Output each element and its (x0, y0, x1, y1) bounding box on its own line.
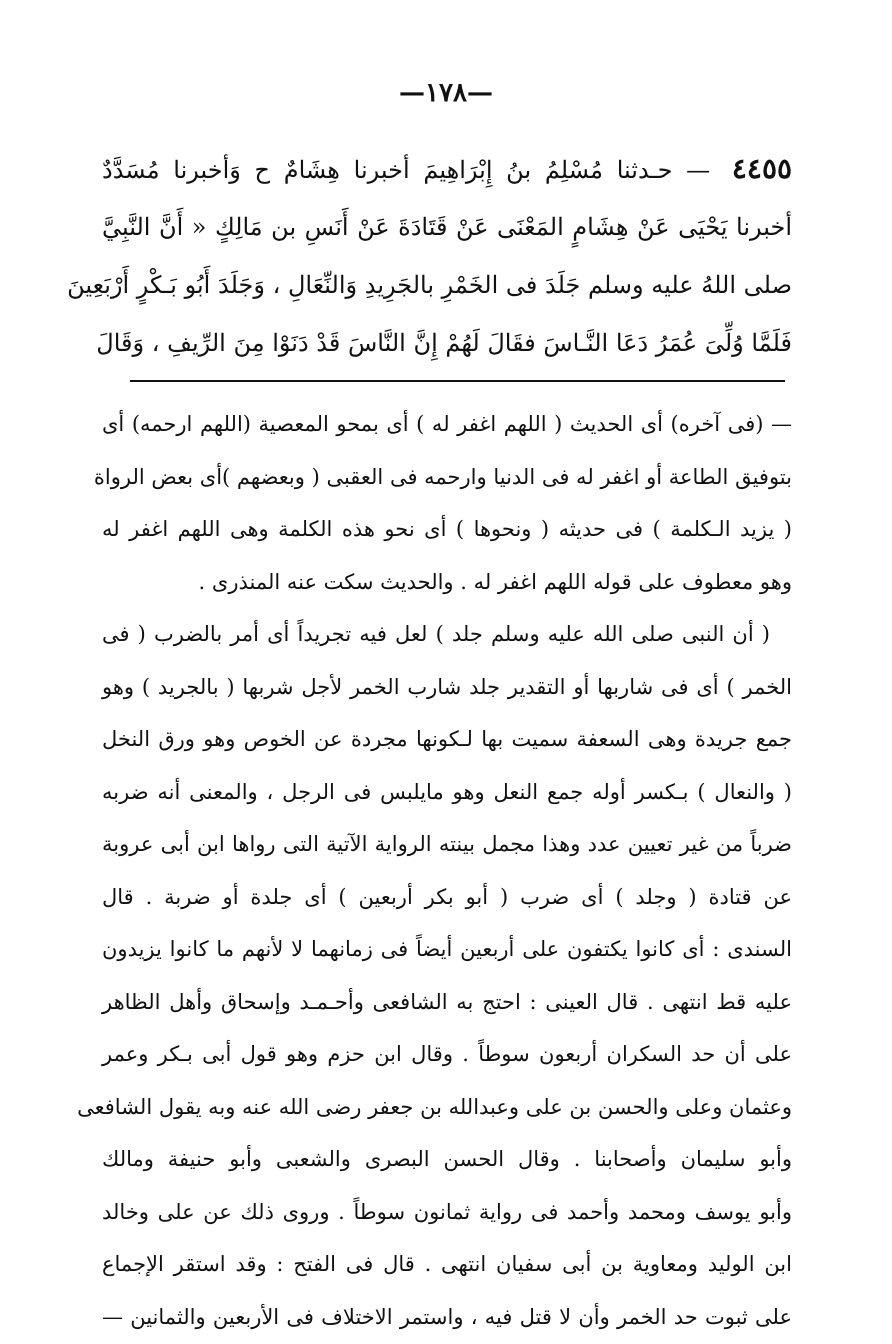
commentary-line: — (فى آخره) أى الحديث ( اللهم اغفر له ) أى بمحو المعصية (اللهم ارحمه) أى (102, 412, 792, 436)
commentary-line: وهو معطوف على قوله اللهم اغفر له . والحديث سكت عنه المنذرى . (198, 569, 792, 594)
page-number: —١٧٨— (399, 78, 493, 108)
hadith-line (102, 140, 792, 198)
hadith-line: صلى اللهُ عليه وسلم جَلَدَ فى الخَمْرِ بالجَرِيدِ وَالنِّعَالِ ، وَجَلَدَ أَبُو بَـكْرٍ أَرْبَعِينَ (67, 271, 792, 299)
commentary-line: وأبو سليمان وأصحابنا . وقال الحسن البصرى والشعبى وأبو حنيفة ومالك (102, 1147, 792, 1171)
hadith-line: فَلَمَّا وُلِّىَ عُمَرُ دَعَا النَّـاسَ فقَالَ لَهُمْ إِنَّ النَّاسَ قَدْ دَنَوْا مِنَ الرِّيفِ ، وَقَالَ (96, 329, 792, 357)
commentary-line: جمع جريدة وهى السعفة سميت بها لـكونها مجردة عن الخوص وهو ورق النخل (102, 727, 792, 751)
hadith-number: ٤٤٥٥ (731, 152, 793, 185)
hadith-text-block (67, 140, 793, 372)
commentary-line: عن قتادة ( وجلد ) أى ضرب ( أبو بكر أربعين ) أى جلدة أو ضربة . قال (102, 884, 792, 909)
section-divider (130, 380, 785, 382)
hadith-line: أخبرنا يَحْيَى عَنْ هِشَامٍ المَعْنَى عَنْ قَتَادَةَ عَنْ أَنَسِ بن مَالِكٍ « أَنَّ النَّبِيَّ (102, 213, 792, 241)
commentary-line: ضرباً من غير تعيين عدد وهذا مجمل بينته الرواية الآتية التى رواها ابن أبى عروبة (102, 832, 792, 856)
commentary-line: على أن حد السكران أربعون سوطاً . وقال ابن حزم وهو قول أبى بـكر وعمر (102, 1042, 792, 1066)
commentary-line: ( يزيد الـكلمة ) فى حديثه ( ونحوها ) أى نحو هذه الكلمة وهى اللهم اغفر له (102, 517, 792, 541)
commentary-line: ( أن النبى صلى الله عليه وسلم جلد ) لعل فيه تجريداً أى أمر بالضرب ( فى (102, 622, 770, 646)
commentary-line: ابن الوليد ومعاوية بن أبى سفيان انتهى . قال فى الفتح : وقد استقر الإجماع (102, 1252, 792, 1276)
commentary-line: الخمر ) أى فى شاربها أو التقدير جلد شارب الخمر لأجل شربها ( بالجريد ) وهو (102, 674, 792, 699)
commentary-text-block (77, 398, 792, 1343)
commentary-line: ( والنعال ) بـكسر أوله جمع النعل وهو مايلبس فى الرجل ، والمعنى أنه ضربه (102, 779, 792, 804)
commentary-line: عليه قط انتهى . قال العينى : احتج به الشافعى وأحـمـد وإسحاق وأهل الظاهر (102, 989, 792, 1014)
hadith-line-text: — حـدثنا مُسْلِمُ بنُ إِبْرَاهِيمَ أخبرنا هِشَامٌ ح وَأخبرنا مُسَدَّدٌ (102, 156, 711, 184)
commentary-line: وعثمان وعلى والحسن بن على وعبدالله بن جعفر رضى الله عنه وبه يقول الشافعى (77, 1094, 792, 1119)
commentary-line: السندى : أى كانوا يكتفون على أربعين أيضاً فى زمانهما لا لأنهم ما كانوا يزيدون (102, 937, 792, 961)
commentary-line: وأبو يوسف ومحمد وأحمد فى رواية ثمانون سوطاً . وروى ذلك عن على وخالد (102, 1199, 792, 1224)
commentary-line: بتوفيق الطاعة أو اغفر له فى الدنيا وارحمه فى العقبى ( وبعضهم )أى بعض الرواة (93, 464, 792, 489)
commentary-line: على ثبوت حد الخمر وأن لا قتل فيه ، واستمر الاختلاف فى الأربعين والثمانين — (102, 1304, 792, 1329)
